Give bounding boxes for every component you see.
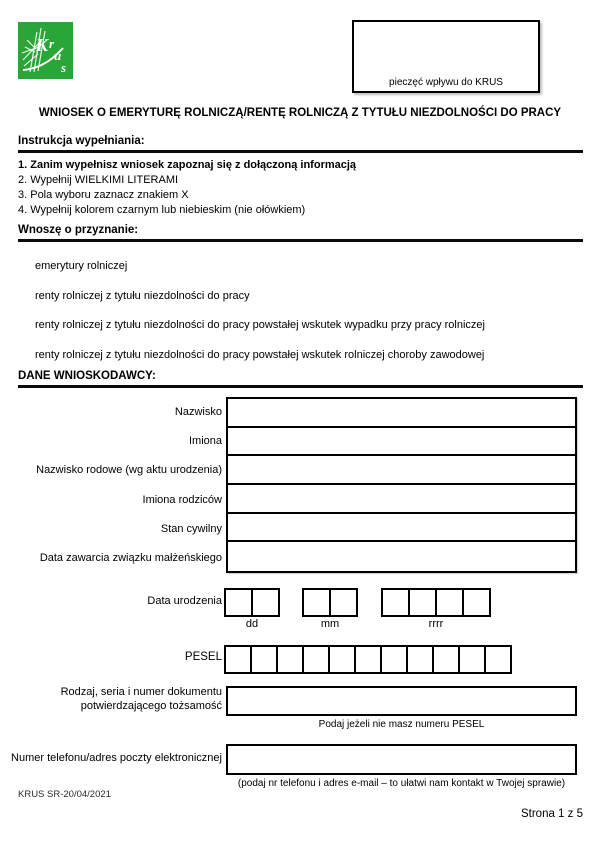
pesel-cell[interactable]: [380, 645, 408, 674]
instruction-item-3: 3. Pola wyboru zaznacz znakiem X: [18, 189, 189, 201]
request-heading: Wnoszę o przyznanie:: [18, 224, 583, 242]
birthdate-month-cells: [302, 588, 358, 617]
page-indicator: Strona 1 z 5: [520, 808, 583, 820]
field-label-imiona-rodzicow: Imiona rodziców: [142, 493, 222, 506]
birthdate-day-cells: [224, 588, 280, 617]
birthdate-label: Data urodzenia: [147, 595, 222, 607]
birthdate-day-cell[interactable]: [224, 588, 253, 617]
field-input-data-zawarcia-zwiazku[interactable]: [228, 542, 575, 571]
instruction-item-4: 4. Wypełnij kolorem czarnym lub niebieskim (nie ołówkiem): [18, 204, 306, 216]
krus-logo-letter-r: r: [49, 36, 55, 51]
applicant-data-heading: DANE WNIOSKODAWCY:: [18, 370, 583, 388]
document-label-line1: Rodzaj, seria i numer dokumentu: [60, 686, 222, 698]
field-input-document[interactable]: [226, 686, 577, 716]
krus-logo-letter-u: u: [54, 48, 62, 63]
pesel-cell[interactable]: [484, 645, 512, 674]
field-label-stan-cywilny: Stan cywilny: [160, 522, 222, 535]
krus-logo-letter-s: s: [61, 60, 67, 75]
field-label-imiona: Imiona: [188, 434, 222, 447]
benefit-option-emerytura[interactable]: emerytury rolniczej: [35, 260, 128, 272]
contact-note: (podaj nr telefonu i adres e-mail – to ułatwi nam kontakt w Twojej sprawie): [237, 778, 566, 789]
birthdate-rrrr-label: rrrr: [428, 618, 444, 630]
birthdate-day-cell[interactable]: [251, 588, 280, 617]
form-title: WNIOSEK O EMERYTURĘ ROLNICZĄ/RENTĘ ROLNICZĄ Z TYTUŁU NIEZDOLNOŚCI DO PRACY: [38, 107, 562, 119]
birthdate-month-cell[interactable]: [302, 588, 331, 617]
birthdate-dd-label: dd: [245, 618, 259, 630]
contact-label: Numer telefonu/adres poczty elektronicznej: [11, 752, 222, 764]
stamp-box-label: pieczęć wpływu do KRUS: [389, 77, 503, 88]
field-input-nazwisko[interactable]: [228, 399, 575, 428]
pesel-cell[interactable]: [458, 645, 486, 674]
document-label-line2: potwierdzającego tożsamość: [80, 699, 222, 712]
field-inputs: [226, 397, 577, 573]
krus-logo: [18, 22, 73, 79]
pesel-cell[interactable]: [406, 645, 434, 674]
krus-logo-graphic: [18, 22, 73, 79]
field-input-stan-cywilny[interactable]: [228, 514, 575, 543]
pesel-cell[interactable]: [354, 645, 382, 674]
field-labels: [0, 397, 222, 573]
instruction-item-1: 1. Zanim wypełnisz wniosek zapoznaj się z dołączoną informacją: [18, 159, 357, 171]
instructions-heading: Instrukcja wypełniania:: [18, 135, 583, 153]
benefit-options-list: [35, 252, 485, 370]
field-input-nazwisko-rodowe[interactable]: [228, 456, 575, 485]
form-code: KRUS SR-20/04/2021: [18, 789, 111, 800]
birthdate-mm-label: mm: [320, 618, 340, 630]
birthdate-year-cell[interactable]: [462, 588, 491, 617]
pesel-cell[interactable]: [302, 645, 330, 674]
document-label: [0, 686, 222, 713]
field-input-contact[interactable]: [226, 744, 577, 775]
pesel-cell[interactable]: [432, 645, 460, 674]
field-input-imiona[interactable]: [228, 428, 575, 457]
field-label-nazwisko: Nazwisko: [174, 405, 222, 418]
pesel-cell[interactable]: [328, 645, 356, 674]
benefit-option-renta-wypadek[interactable]: renty rolniczej z tytułu niezdolności do pracy powstałej wskutek wypadku przy pracy rolniczej: [35, 319, 485, 331]
document-note: Podaj jeżeli nie masz numeru PESEL: [318, 719, 485, 730]
pesel-cell[interactable]: [276, 645, 304, 674]
instruction-item-2: 2. Wypełnij WIELKIMI LITERAMI: [18, 174, 179, 186]
birthdate-month-cell[interactable]: [329, 588, 358, 617]
field-label-nazwisko-rodowe: Nazwisko rodowe (wg aktu urodzenia): [36, 464, 222, 477]
birthdate-year-cells: [381, 588, 491, 617]
benefit-option-renta[interactable]: renty rolniczej z tytułu niezdolności do pracy: [35, 289, 250, 302]
pesel-label: PESEL: [184, 651, 222, 663]
birthdate-year-cell[interactable]: [435, 588, 464, 617]
benefit-option-renta-choroba[interactable]: renty rolniczej z tytułu niezdolności do pracy powstałej wskutek rolniczej choroby zawodowej: [35, 348, 485, 361]
pesel-cell[interactable]: [224, 645, 252, 674]
birthdate-year-cell[interactable]: [408, 588, 437, 617]
birthdate-year-cell[interactable]: [381, 588, 410, 617]
stamp-box: [352, 20, 540, 93]
field-label-data-zawarcia-zwiazku: Data zawarcia związku małżeńskiego: [39, 552, 222, 565]
pesel-cell[interactable]: [250, 645, 278, 674]
instructions-list: [18, 158, 356, 218]
field-input-imiona-rodzicow[interactable]: [228, 485, 575, 514]
krus-logo-letter-k: K: [36, 35, 49, 55]
pesel-cells: [224, 645, 512, 674]
